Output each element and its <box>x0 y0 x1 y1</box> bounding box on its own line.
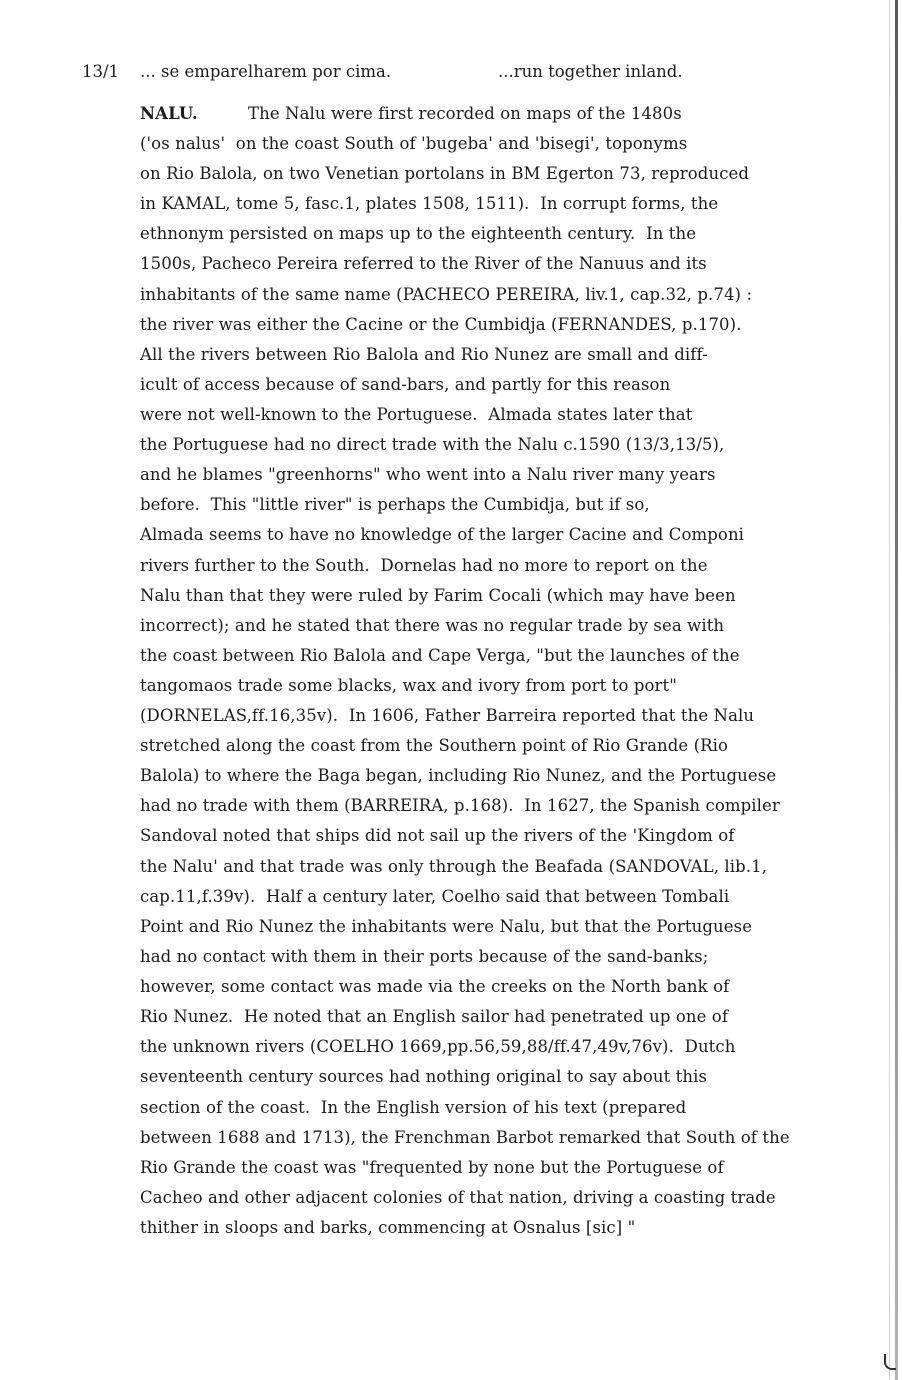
text-line: Rio Nunez. He noted that an English sailor had penetrated up one of <box>140 1007 729 1026</box>
text-line: ethnonym persisted on maps up to the eighteenth century. In the <box>140 224 697 243</box>
text-line: Rio Grande the coast was "frequented by none but the Portuguese of <box>140 1158 724 1177</box>
text-line: tangomaos trade some blacks, wax and ivory from port to port" <box>140 676 677 695</box>
text-line: Point and Rio Nunez the inhabitants were Nalu, but that the Portuguese <box>140 917 753 936</box>
section-heading: NALU. <box>140 104 198 123</box>
text-line: Sandoval noted that ships did not sail up the rivers of the 'Kingdom of <box>140 826 735 845</box>
text-line: however, some contact was made via the creeks on the North bank of <box>140 977 730 996</box>
text-line: incorrect); and he stated that there was no regular trade by sea with <box>140 616 725 635</box>
text-line: stretched along the coast from the Southern point of Rio Grande (Rio <box>140 736 729 755</box>
text-line: the river was either the Cacine or the Cumbidja (FERNANDES, p.170). <box>140 315 742 334</box>
text-line: the unknown rivers (COELHO 1669,pp.56,59,88/ff.47,49v,76v). Dutch <box>140 1037 736 1056</box>
scan-edge-line <box>889 0 890 1380</box>
text-line: thither in sloops and barks, commencing at Osnalus [sic] " <box>140 1218 636 1237</box>
original-phrase: ... se emparelharem por cima. <box>140 62 392 81</box>
text-line: and he blames "greenhorns" who went into a Nalu river many years <box>140 465 716 484</box>
text-line: the Portuguese had no direct trade with the Nalu c.1590 (13/3,13/5), <box>140 435 725 454</box>
text-line: Balola) to where the Baga began, including Rio Nunez, and the Portuguese <box>140 766 777 785</box>
text-line: icult of access because of sand-bars, and partly for this reason <box>140 375 671 394</box>
text-line: before. This "little river" is perhaps the Cumbidja, but if so, <box>140 495 650 514</box>
text-line: the coast between Rio Balola and Cape Verga, "but the launches of the <box>140 646 740 665</box>
text-line: inhabitants of the same name (PACHECO PEREIRA, liv.1, cap.32, p.74) : <box>140 285 753 304</box>
text-line: the Nalu' and that trade was only through the Beafada (SANDOVAL, lib.1, <box>140 857 768 876</box>
text-line: section of the coast. In the English version of his text (prepared <box>140 1098 687 1117</box>
text-line: Almada seems to have no knowledge of the larger Cacine and Componi <box>140 525 745 544</box>
text-line: seventeenth century sources had nothing original to say about this <box>140 1067 708 1086</box>
text-line: (DORNELAS,ff.16,35v). In 1606, Father Barreira reported that the Nalu <box>140 706 755 725</box>
text-line: All the rivers between Rio Balola and Rio Nunez are small and diff- <box>140 345 708 364</box>
scan-corner-mark <box>884 1354 896 1370</box>
text-line: on Rio Balola, on two Venetian portolans in BM Egerton 73, reproduced <box>140 164 750 183</box>
text-line: The Nalu were first recorded on maps of the 1480s <box>248 104 682 123</box>
text-line: Nalu than that they were ruled by Farim Cocali (which may have been <box>140 586 736 605</box>
text-line: rivers further to the South. Dornelas had no more to report on the <box>140 556 708 575</box>
text-line: cap.11,f.39v). Half a century later, Coelho said that between Tombali <box>140 887 730 906</box>
text-line: ('os nalus' on the coast South of 'bugeba' and 'bisegi', toponyms <box>140 134 688 153</box>
text-line: had no contact with them in their ports because of the sand-banks; <box>140 947 709 966</box>
scan-edge-shadow <box>895 0 898 1380</box>
text-line: had no trade with them (BARREIRA, p.168). In 1627, the Spanish compiler <box>140 796 780 815</box>
text-line: were not well-known to the Portuguese. Almada states later that <box>140 405 693 424</box>
text-line: 1500s, Pacheco Pereira referred to the River of the Nanuus and its <box>140 254 707 273</box>
page-reference: 13/1 <box>82 62 120 81</box>
translated-phrase: ...run together inland. <box>498 62 683 81</box>
text-line: between 1688 and 1713), the Frenchman Barbot remarked that South of the <box>140 1128 790 1147</box>
text-line: Cacheo and other adjacent colonies of that nation, driving a coasting trade <box>140 1188 776 1207</box>
text-line: in KAMAL, tome 5, fasc.1, plates 1508, 1511). In corrupt forms, the <box>140 194 719 213</box>
